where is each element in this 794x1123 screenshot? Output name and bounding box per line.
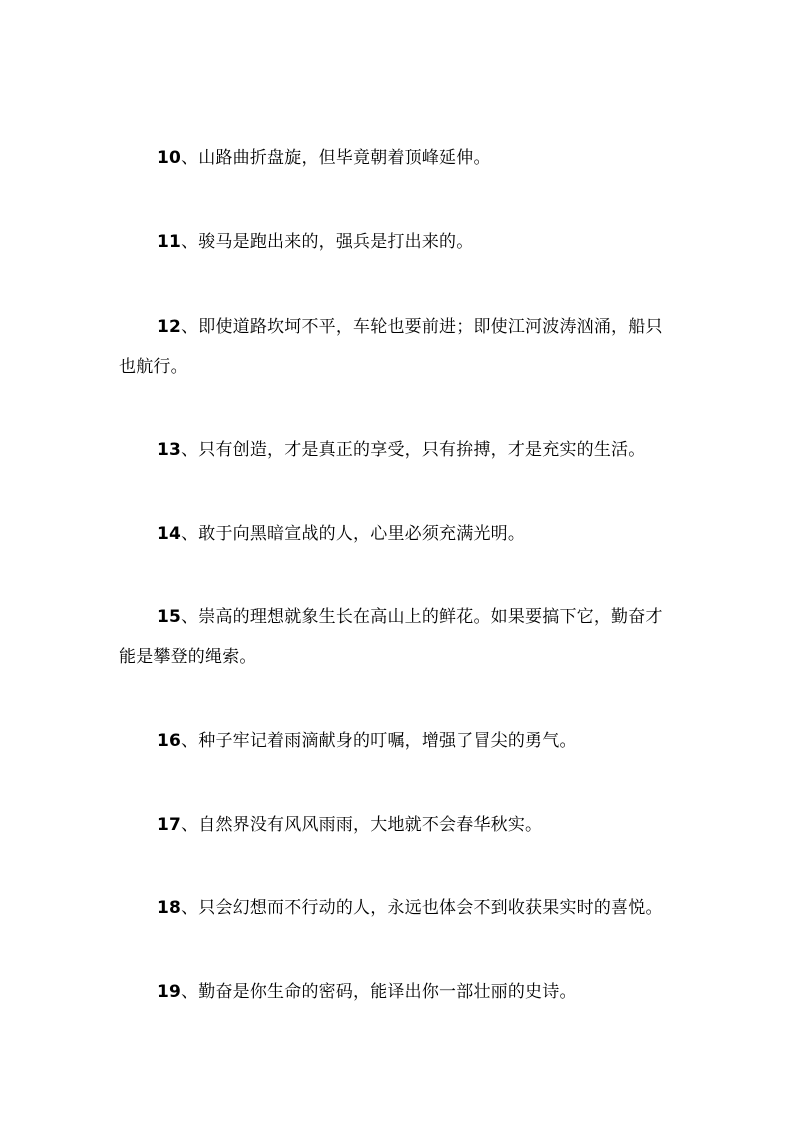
list-item [119, 307, 679, 387]
item-number: 16 [157, 731, 182, 751]
list-item [119, 514, 679, 554]
item-text: 、崇高的理想就象生长在高山上的鲜花。如果要搞下它，勤奋才能是攀登的绳索。 [119, 607, 663, 667]
item-text: 、骏马是跑出来的，强兵是打出来的。 [181, 232, 474, 252]
item-number: 19 [157, 982, 182, 1002]
item-text: 、敢于向黑暗宣战的人，心里必须充满光明。 [181, 524, 526, 544]
item-number: 11 [157, 232, 182, 252]
item-number: 14 [157, 524, 182, 544]
item-text: 、只会幻想而不行动的人，永远也体会不到收获果实时的喜悦。 [181, 898, 663, 918]
list-item [119, 888, 679, 928]
item-text: 、即使道路坎坷不平，车轮也要前进；即使江河波涛汹涌，船只也航行。 [119, 317, 663, 377]
list-item [119, 972, 679, 1012]
item-text: 、山路曲折盘旋，但毕竟朝着顶峰延伸。 [181, 148, 491, 168]
list-item [119, 721, 679, 761]
item-number: 13 [157, 440, 182, 460]
item-text: 、自然界没有风风雨雨，大地就不会春华秋实。 [181, 815, 543, 835]
item-number: 10 [157, 148, 182, 168]
list-item [119, 138, 679, 178]
item-number: 15 [157, 607, 182, 627]
list-item [119, 805, 679, 845]
item-text: 、勤奋是你生命的密码，能译出你一部壮丽的史诗。 [181, 982, 577, 1002]
list-item [119, 597, 679, 677]
item-number: 18 [157, 898, 182, 918]
list-item [119, 430, 679, 470]
item-text: 、只有创造，才是真正的享受，只有拚搏，才是充实的生活。 [181, 440, 646, 460]
item-number: 17 [157, 815, 182, 835]
item-number: 12 [157, 317, 182, 337]
item-text: 、种子牢记着雨滴献身的叮嘱，增强了冒尖的勇气。 [181, 731, 577, 751]
list-item [119, 222, 679, 262]
